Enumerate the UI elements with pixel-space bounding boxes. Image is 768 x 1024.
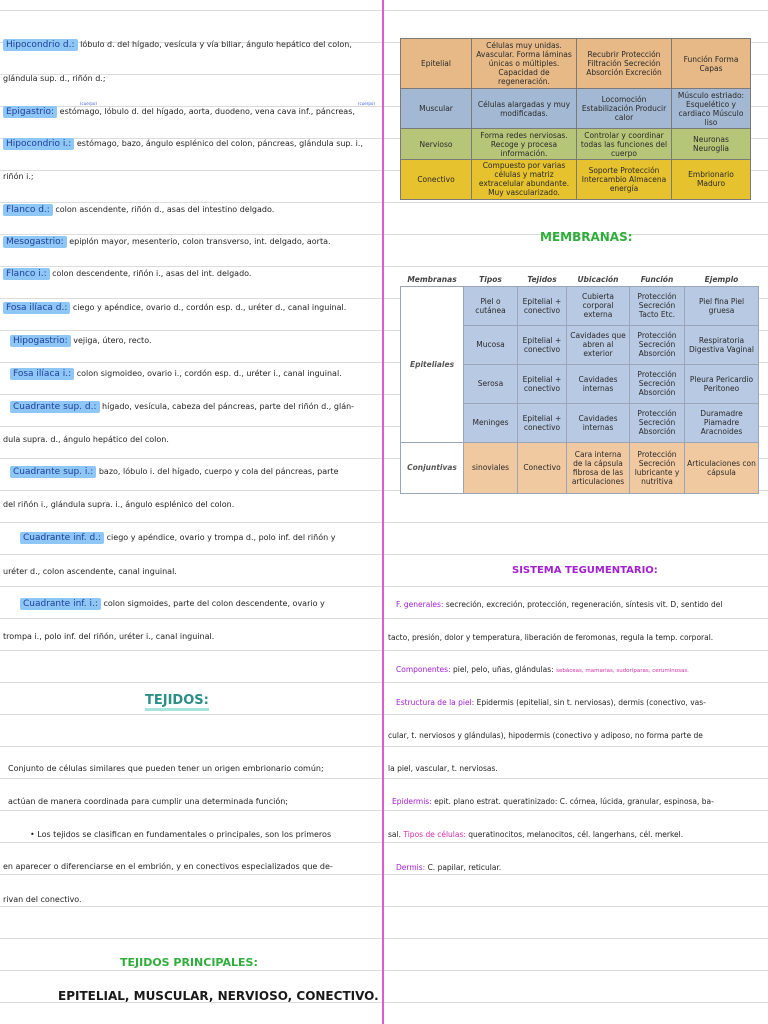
membrane-tissue: Epitelial + conectivo: [518, 403, 567, 442]
membrane-type: sinoviales: [464, 442, 518, 493]
note-line: la piel, vascular, t. nerviosas.: [388, 764, 498, 773]
membrane-function: Protección Secreción Absorción: [630, 364, 685, 403]
membrane-example: Respiratoria Digestiva Vaginal: [685, 325, 759, 364]
term-highlight: Epigastrio:: [3, 106, 57, 118]
table-row: [401, 159, 751, 199]
table-header-row: [401, 273, 759, 287]
note-line: Estructura de la piel: Epidermis (epitelial, sin t. nerviosas), dermis (conectivo, vas-: [396, 698, 706, 707]
membrane-tissue: Epitelial + conectivo: [518, 364, 567, 403]
note-line: glándula sup. d., riñón d.;: [3, 74, 106, 83]
note-line: sal. Tipos de células: queratinocitos, melanocitos, cél. langerhans, cél. merkel.: [388, 830, 684, 839]
membrane-type: Mucosa: [464, 325, 518, 364]
term-highlight: Fosa ilíaca i.:: [10, 368, 74, 380]
membrane-group: Epiteliales: [401, 287, 464, 443]
tissue-types: Embrionario Maduro: [672, 159, 751, 199]
term-highlight: Cuadrante inf. d.:: [20, 532, 104, 544]
membrane-function: Protección Secreción lubricante y nutritiva: [630, 442, 685, 493]
annotation: (cuerpo): [358, 101, 375, 106]
note-line: Dermis: C. papilar, reticular.: [396, 863, 502, 872]
term-highlight: Cuadrante inf. i.:: [20, 598, 101, 610]
note-line: del riñón i., glándula supra. i., ángulo esplénico del colon.: [3, 500, 235, 509]
tissue-name: Muscular: [401, 89, 472, 129]
heading-tejidos: TEJIDOS:: [145, 693, 209, 711]
column-header: Membranas: [401, 273, 464, 287]
tissue-features: Compuesto por varias células y matriz extracelular abundante. Muy vascularizado.: [472, 159, 577, 199]
tissue-types: Función Forma Capas: [672, 39, 751, 89]
table-row: [401, 39, 751, 89]
tissue-functions: Locomoción Estabilización Producir calor: [577, 89, 672, 129]
principal-tissues-list: EPITELIAL, MUSCULAR, NERVIOSO, CONECTIVO.: [58, 989, 379, 1003]
note-line-hipocondrio-i: Hipocondrio i.: estómago, bazo, ángulo esplénico del colon, páncreas, glándula sup. i.,: [3, 137, 363, 151]
membrane-example: Articulaciones con cápsula: [685, 442, 759, 493]
table-row: [401, 442, 759, 493]
membranes-table: [400, 272, 759, 494]
tissue-name: Conectivo: [401, 159, 472, 199]
note-line-cuadrante-sup-d: Cuadrante sup. d.: hígado, vesícula, cabeza del páncreas, parte del riñón d., glán-: [10, 400, 354, 414]
note-line: cular, t. nerviosos y glándulas), hipodermis (conectivo y adiposo, no forma parte de: [388, 731, 703, 740]
note-line: Componentes: piel, pelo, uñas, glándulas: sebáceas, mamarias, sudoríparas, ceruminosas.: [396, 665, 689, 674]
note-line: tacto, presión, dolor y temperatura, liberación de feromonas, regula la temp. corporal.: [388, 633, 714, 642]
margin-divider: [382, 0, 384, 1024]
term-highlight: Flanco i.:: [3, 268, 50, 280]
table-row: [401, 287, 759, 326]
note-line-cuadrante-sup-i: Cuadrante sup. i.: bazo, lóbulo i. del hígado, cuerpo y cola del páncreas, parte: [10, 465, 339, 479]
membrane-location: Cavidades internas: [567, 364, 630, 403]
note-line-mesogastrio: Mesogastrio: epiplón mayor, mesenterio, colon transverso, int. delgado, aorta.: [3, 235, 331, 249]
membrane-location: Cavidades que abren al exterior: [567, 325, 630, 364]
tissue-functions: Soporte Protección Intercambio Almacena energía: [577, 159, 672, 199]
note-line-fosa-iliaca-d: Fosa ilíaca d.: ciego y apéndice, ovario d., cordón esp. d., uréter d., canal inguinal.: [3, 301, 346, 315]
column-header: Ejemplo: [685, 273, 759, 287]
membrane-type: Serosa: [464, 364, 518, 403]
note-line-hipocondrio-d: Hipocondrio d.: lóbulo d. del hígado, vesícula y vía biliar, ángulo hepático del colon,: [3, 38, 352, 52]
membrane-type: Piel o cutánea: [464, 287, 518, 326]
membrane-tissue: Epitelial + conectivo: [518, 325, 567, 364]
note-line: riñón i.;: [3, 172, 34, 181]
table-row: [401, 129, 751, 159]
tissue-functions: Controlar y coordinar todas las funciones del cuerpo: [577, 129, 672, 159]
membrane-tissue: Epitelial + conectivo: [518, 287, 567, 326]
term-highlight: Hipogastrio:: [10, 335, 71, 347]
tissue-functions: Recubrir Protección Filtración Secreción Absorción Excreción: [577, 39, 672, 89]
tissue-name: Nervioso: [401, 129, 472, 159]
tissue-name: Epitelial: [401, 39, 472, 89]
column-header: Tipos: [464, 273, 518, 287]
tissue-types: Neuronas Neuroglia: [672, 129, 751, 159]
membrane-example: Piel fina Piel gruesa: [685, 287, 759, 326]
note-line: Conjunto de células similares que pueden tener un origen embrionario común;: [8, 764, 324, 773]
membrane-type: Meninges: [464, 403, 518, 442]
membrane-function: Protección Secreción Tacto Etc.: [630, 287, 685, 326]
note-line-cuadrante-inf-i: Cuadrante inf. i.: colon sigmoides, parte del colon descendente, ovario y: [20, 597, 325, 611]
term-highlight: Mesogastrio:: [3, 236, 67, 248]
column-header: Ubicación: [567, 273, 630, 287]
heading-membranas: MEMBRANAS:: [540, 230, 633, 244]
note-line-epigastrio: Epigastrio: estómago, lóbulo d. del hígado, aorta, duodeno, vena cava inf., páncreas,: [3, 105, 355, 119]
note-line: F. generales: secreción, excreción, protección, regeneración, síntesis vit. D, sentido del: [396, 600, 723, 609]
column-header: Función: [630, 273, 685, 287]
term-highlight: Cuadrante sup. i.:: [10, 466, 96, 478]
term-highlight: Fosa ilíaca d.:: [3, 302, 70, 314]
note-line: trompa i., polo inf. del riñón, uréter i., canal inguinal.: [3, 632, 215, 641]
membrane-example: Pleura Pericardio Peritoneo: [685, 364, 759, 403]
note-line: uréter d., colon ascendente, canal inguinal.: [3, 567, 177, 576]
membrane-location: Cavidades internas: [567, 403, 630, 442]
membrane-location: Cara interna de la cápsula fibrosa de las articulaciones: [567, 442, 630, 493]
note-line: Epidermis: epit. plano estrat. queratinizado: C. córnea, lúcida, granular, espinosa, ba-: [392, 797, 714, 806]
tissue-features: Células alargadas y muy modificadas.: [472, 89, 577, 129]
note-line: • Los tejidos se clasifican en fundamentales o principales, son los primeros: [30, 830, 332, 839]
note-line-hipogastrio: Hipogastrio: vejiga, útero, recto.: [10, 334, 152, 348]
annotation: (cuerpo): [80, 101, 97, 106]
note-line: actúan de manera coordinada para cumplir una determinada función;: [8, 797, 288, 806]
membrane-function: Protección Secreción Absorción: [630, 325, 685, 364]
note-line-cuadrante-inf-d: Cuadrante inf. d.: ciego y apéndice, ovario y trompa d., polo inf. del riñón y: [20, 531, 335, 545]
table-row: [401, 89, 751, 129]
column-header: Tejidos: [518, 273, 567, 287]
heading-tejidos-principales: TEJIDOS PRINCIPALES:: [120, 956, 258, 969]
note-line-flanco-i: Flanco i.: colon descendente, riñón i., asas del int. delgado.: [3, 267, 251, 281]
membrane-example: Duramadre Piamadre Aracnoides: [685, 403, 759, 442]
membrane-tissue: Conectivo: [518, 442, 567, 493]
membrane-location: Cubierta corporal externa: [567, 287, 630, 326]
term-highlight: Cuadrante sup. d.:: [10, 401, 100, 413]
note-line-fosa-iliaca-i: Fosa ilíaca i.: colon sigmoideo, ovario i., cordón esp. d., uréter i., canal inguinal.: [10, 367, 342, 381]
term-highlight: Flanco d.:: [3, 204, 53, 216]
note-line: en aparecer o diferenciarse en el embrión, y en conectivos especializados que de-: [3, 862, 333, 871]
tissue-features: Células muy unidas. Avascular. Forma láminas únicas o múltiples. Capacidad de regeneración.: [472, 39, 577, 89]
tissue-features: Forma redes nerviosas. Recoge y procesa información.: [472, 129, 577, 159]
tissue-types: Músculo estriado: Esquelético y cardiaco Músculo liso: [672, 89, 751, 129]
membrane-group: Conjuntivas: [401, 442, 464, 493]
note-line-flanco-d: Flanco d.: colon ascendente, riñón d., asas del intestino delgado.: [3, 203, 274, 217]
term-highlight: Hipocondrio i.:: [3, 138, 74, 150]
term-highlight: Hipocondrio d.:: [3, 39, 78, 51]
tissues-table: [400, 38, 751, 200]
heading-sistema-tegumentario: SISTEMA TEGUMENTARIO:: [512, 565, 658, 576]
note-line: dula supra. d., ángulo hepático del colon.: [3, 435, 169, 444]
membrane-function: Protección Secreción Absorción: [630, 403, 685, 442]
note-line: rivan del conectivo.: [3, 895, 82, 904]
